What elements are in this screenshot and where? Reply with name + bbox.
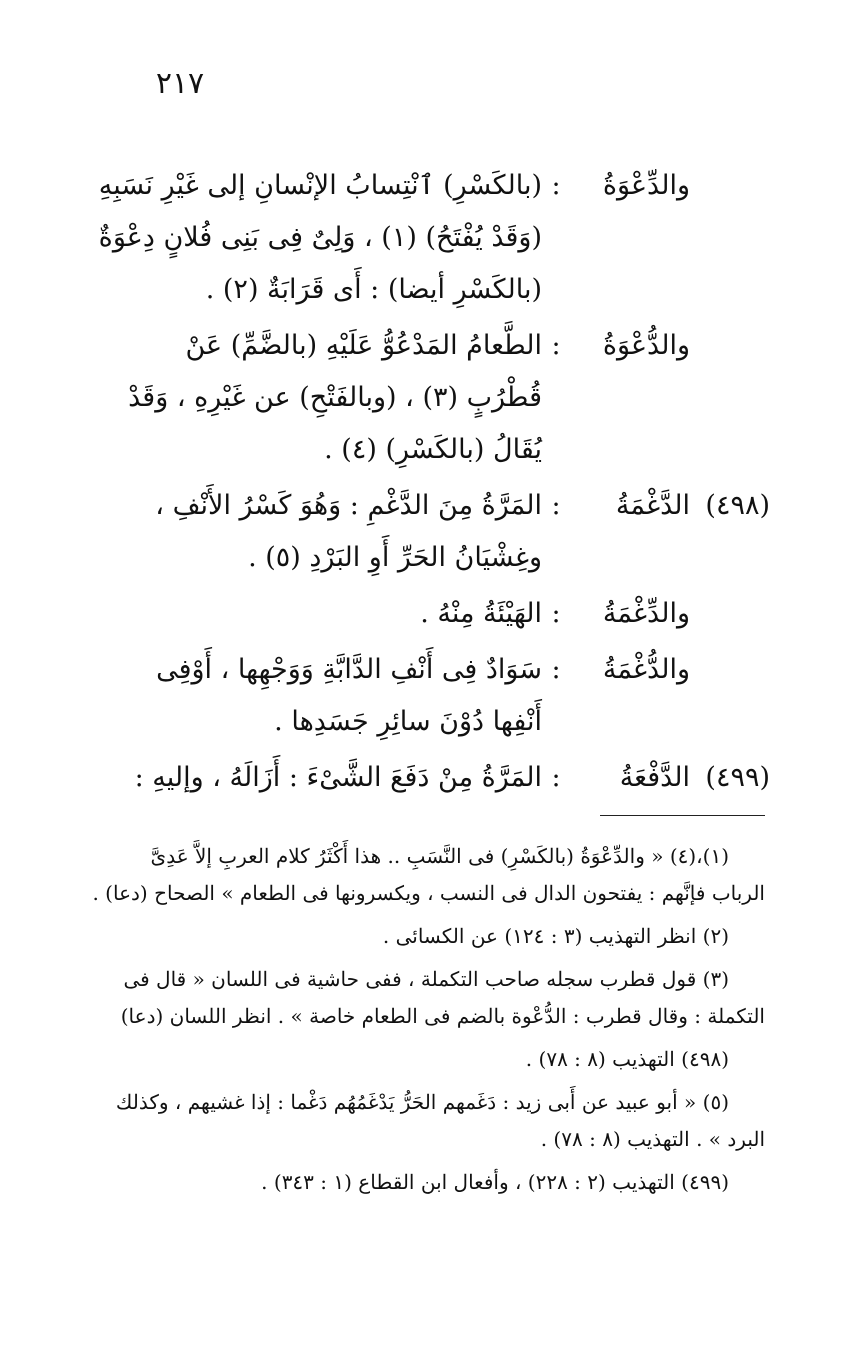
definition-line: (وَقَدْ يُفْتَحُ) (١) ، وَلِىٌ فِى بَنِى فُلانٍ دِعْوَةٌ xyxy=(98,222,542,253)
entry-dawa-kasr xyxy=(90,160,770,316)
dictionary-entries xyxy=(90,160,770,808)
entry-definition xyxy=(90,644,542,748)
entry-colon: : xyxy=(551,762,561,793)
footnote-line: (٥) « أبو عبيد عن أَبى زيد : دَغَمهم الحَرُّ يَدْغَمُهُم دَغْما : إذا غشيهم ، وكذلك xyxy=(115,1090,729,1114)
definition-line: المَرَّةُ مِنَ الدَّغْمِ : وَهُوَ كَسْرُ الأَنْفِ ، xyxy=(155,490,542,521)
entry-definition xyxy=(90,320,542,476)
footnote-line: (٣) قول قطرب سجله صاحب التكملة ، ففى حاشية فى اللسان « قال فى xyxy=(123,967,729,991)
entry-dighma xyxy=(90,588,770,640)
entry-colon: : xyxy=(551,598,561,629)
footnote-separator xyxy=(600,815,765,816)
footnotes xyxy=(92,838,765,1201)
entry-headword: الدَّفْعَةُ xyxy=(619,762,690,793)
definition-line: سَوَادٌ فِى أَنْفِ الدَّابَّةِ وَوَجْهِها ، أَوْفِى xyxy=(156,654,542,685)
entry-definition xyxy=(90,752,542,804)
definition-line: الطَّعامُ المَدْعُوُّ عَلَيْهِ (بالضَّمِّ) عَنْ xyxy=(185,330,542,361)
entry-colon: : xyxy=(551,490,561,521)
footnote-line: (١)،(٤) « والدِّعْوَةُ (بالكَسْرِ) فى النَّسَبِ .. هذا أَكْثَرُ كلام العربِ إلاَّ عَدِىَّ xyxy=(150,844,729,868)
footnote xyxy=(95,1084,765,1158)
entry-definition xyxy=(90,588,542,640)
footnote-line: (٢) انظر التهذيب (٣ : ١٢٤) عن الكسائى . xyxy=(382,924,729,948)
footnote-line: التكملة : وقال قطرب : الدُّعْوة بالضم فى الطعام خاصة » . انظر اللسان (دعا) xyxy=(120,1004,765,1028)
entry-colon: : xyxy=(551,654,561,685)
footnote xyxy=(92,838,765,912)
footnote xyxy=(95,961,765,1035)
entry-headword: والدِّغْمَةُ xyxy=(602,598,690,629)
entry-colon: : xyxy=(551,330,561,361)
definition-line: (بالكَسْرِ أيضا) : أَى قَرَابَةٌ (٢) . xyxy=(205,274,542,305)
footnote-line: البرد » . التهذيب (٨ : ٧٨) . xyxy=(540,1127,765,1151)
definition-line: المَرَّةُ مِنْ دَفَعَ الشَّىْءَ : أَزَالَهُ ، وإليهِ : xyxy=(134,762,542,793)
entry-headword: الدَّغْمَةُ xyxy=(615,490,690,521)
footnote-line: (٤٩٩) التهذيب (٢ : ٢٢٨) ، وأفعال ابن القطاع (١ : ٣٤٣) . xyxy=(261,1170,729,1194)
entry-headword: والدِّعْوَةُ xyxy=(602,170,690,201)
page-number: ٢١٧ xyxy=(155,66,205,101)
entry-dawa-damm xyxy=(90,320,770,476)
footnote xyxy=(95,1164,765,1201)
footnote xyxy=(95,1041,765,1078)
entry-499-daf-a xyxy=(90,752,770,804)
footnote xyxy=(95,918,765,955)
entry-colon: : xyxy=(551,170,561,201)
entry-definition xyxy=(90,160,542,316)
definition-line: وغِشْيَانُ الحَرِّ أَوِ البَرْدِ (٥) . xyxy=(248,542,542,573)
entry-headword: والدُّعْوَةُ xyxy=(602,330,690,361)
definition-line: (بالكَسْرِ) ٱنْتِسابُ الإنْسانِ إلى غَيْرِ نَسَبِهِ xyxy=(98,170,542,201)
footnote-line: الرباب فإنَّهم : يفتحون الدال فى النسب ، ويكسرونها فى الطعام » الصحاح (دعا) . xyxy=(92,881,765,905)
definition-line: الهَيْئَةُ مِنْهُ . xyxy=(420,598,542,629)
entry-headword: والدُّغْمَةُ xyxy=(602,654,690,685)
entry-dughma xyxy=(90,644,770,748)
entry-498-daghma xyxy=(90,480,770,584)
definition-line: أَنْفِها دُوْنَ سائِرِ جَسَدِها . xyxy=(274,706,542,737)
definition-line: يُقَالُ (بالكَسْرِ) (٤) . xyxy=(324,434,542,465)
entry-number: (٤٩٨) xyxy=(705,490,770,521)
definition-line: قُطْرُبٍ (٣) ، (وبالفَتْحِ) عن غَيْرِهِ ، وَقَدْ xyxy=(128,382,542,413)
entry-definition xyxy=(90,480,542,584)
entry-number: (٤٩٩) xyxy=(705,762,770,793)
footnote-line: (٤٩٨) التهذيب (٨ : ٧٨) . xyxy=(525,1047,729,1071)
